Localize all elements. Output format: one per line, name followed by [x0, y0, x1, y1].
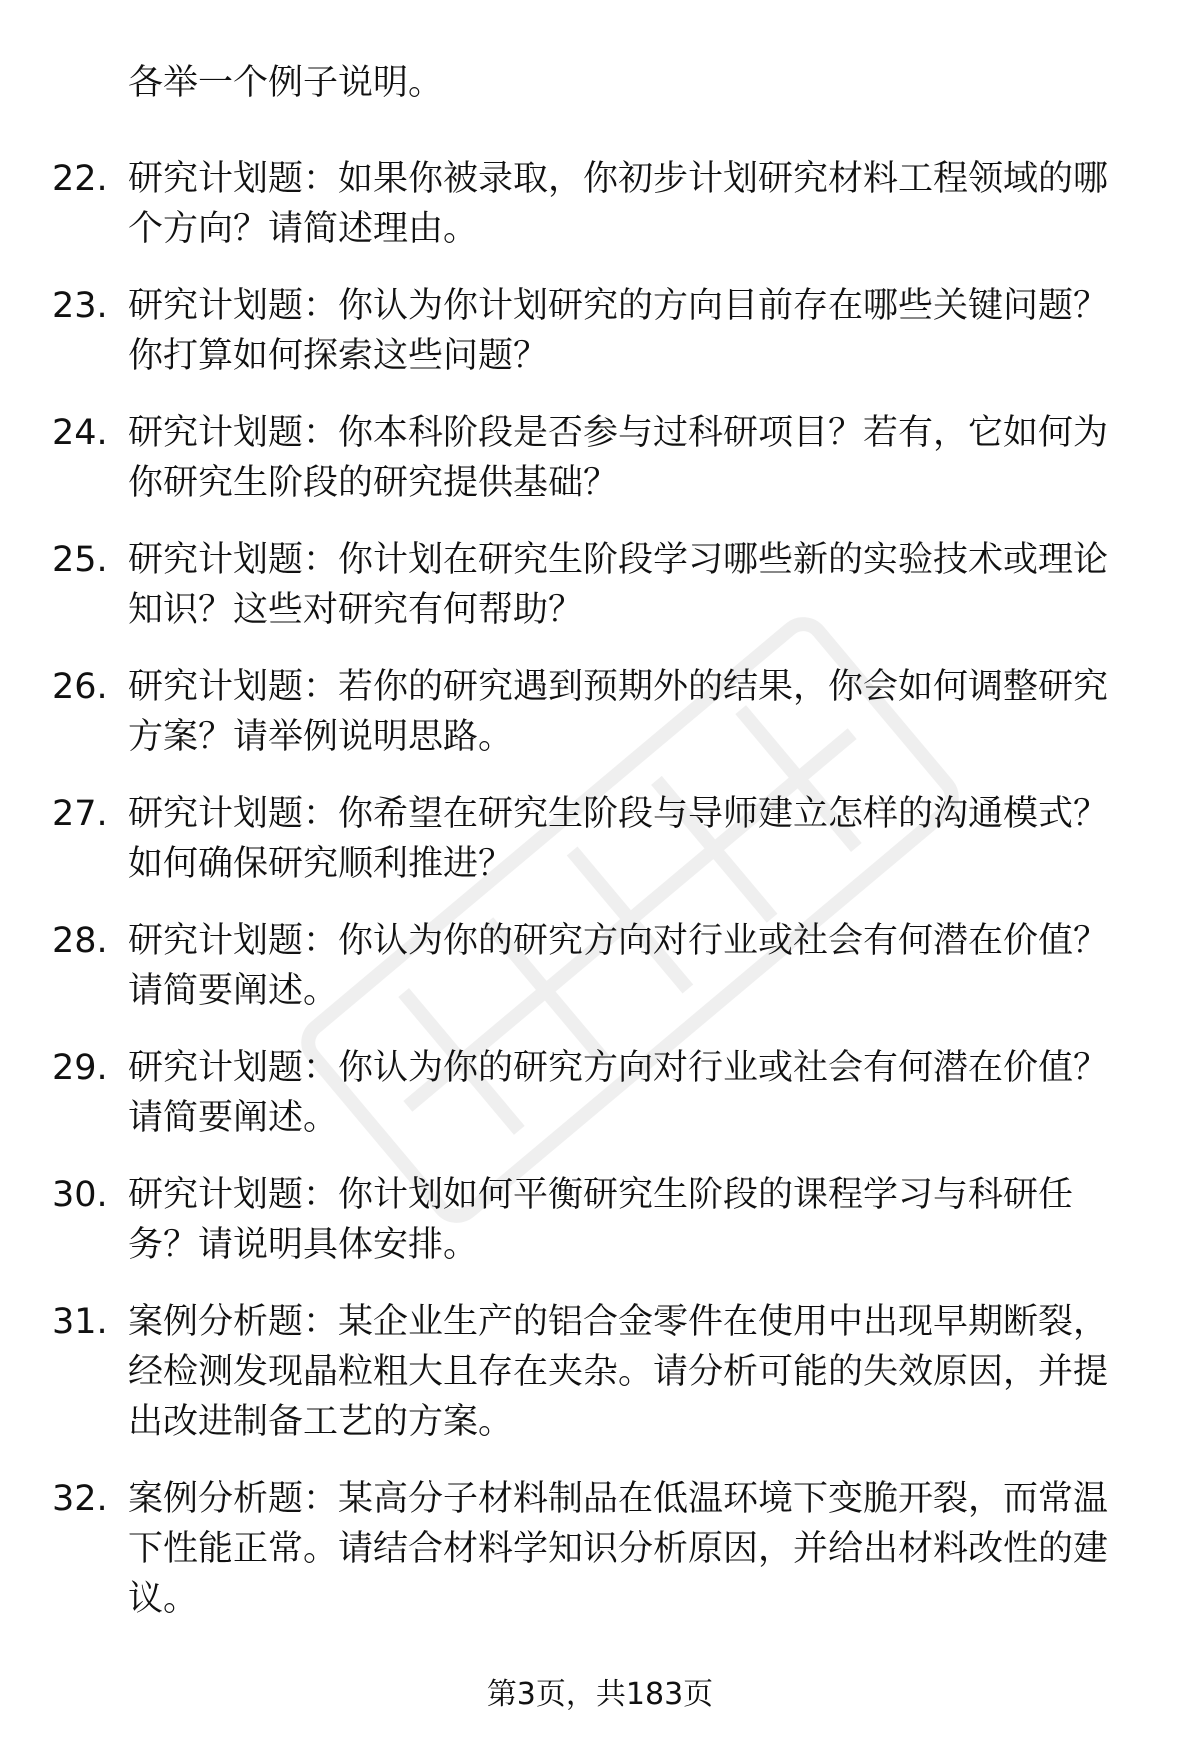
question-text-line: 研究计划题：你计划在研究生阶段学习哪些新的实验技术或理论	[128, 540, 1109, 580]
question-item	[0, 154, 1200, 254]
question-number: 30.	[52, 1175, 108, 1215]
question-text-line: 案例分析题：某高分子材料制品在低温环境下变脆开裂，而常温	[128, 1479, 1109, 1519]
question-number: 29.	[52, 1048, 108, 1088]
question-text-line: 如何确保研究顺利推进？	[128, 844, 514, 884]
question-list	[0, 154, 1200, 1624]
question-text-line: 研究计划题：你认为你的研究方向对行业或社会有何潜在价值？	[128, 921, 1109, 961]
question-text-line: 个方向？请简述理由。	[128, 209, 479, 249]
question-item	[0, 1474, 1200, 1624]
question-text-line: 你打算如何探索这些问题？	[128, 336, 549, 376]
question-number: 25.	[52, 540, 108, 580]
question-item	[0, 281, 1200, 381]
question-item	[0, 1043, 1200, 1143]
document-body	[0, 58, 1200, 1651]
question-item	[0, 916, 1200, 1016]
question-text-line: 经检测发现晶粒粗大且存在夹杂。请分析可能的失效原因，并提	[128, 1352, 1109, 1392]
question-text-line: 研究计划题：你计划如何平衡研究生阶段的课程学习与科研任	[128, 1175, 1074, 1215]
question-text-line: 研究计划题：若你的研究遇到预期外的结果，你会如何调整研究	[128, 667, 1109, 707]
question-text-line: 研究计划题：你认为你的研究方向对行业或社会有何潜在价值？	[128, 1048, 1109, 1088]
question-text-line: 议。	[128, 1579, 199, 1619]
question-item	[0, 1297, 1200, 1447]
question-item	[0, 1170, 1200, 1270]
question-item	[0, 535, 1200, 635]
question-text-line: 研究计划题：你认为你计划研究的方向目前存在哪些关键问题？	[128, 286, 1109, 326]
question-text-line: 知识？这些对研究有何帮助？	[128, 590, 584, 630]
question-text-line: 研究计划题：如果你被录取，你初步计划研究材料工程领域的哪	[128, 159, 1109, 199]
question-text-line: 案例分析题：某企业生产的铝合金零件在使用中出现早期断裂，	[128, 1302, 1109, 1342]
question-item	[0, 408, 1200, 508]
question-text-line: 务？请说明具体安排。	[128, 1225, 479, 1265]
question-item	[0, 662, 1200, 762]
question-text-line: 下性能正常。请结合材料学知识分析原因，并给出材料改性的建	[128, 1529, 1109, 1569]
question-number: 24.	[52, 413, 108, 453]
question-text-line: 研究计划题：你本科阶段是否参与过科研项目？若有，它如何为	[128, 413, 1109, 453]
question-number: 31.	[52, 1302, 108, 1342]
page-footer: 第3页，共183页	[486, 1677, 714, 1712]
question-text-line: 请简要阐述。	[128, 1098, 339, 1138]
question-number: 22.	[52, 159, 108, 199]
question-text-line: 请简要阐述。	[128, 971, 339, 1011]
question-text-line: 方案？请举例说明思路。	[128, 717, 514, 757]
question-text-line: 出改进制备工艺的方案。	[128, 1402, 514, 1442]
question-number: 26.	[52, 667, 108, 707]
question-number: 32.	[52, 1479, 108, 1519]
question-text-line: 研究计划题：你希望在研究生阶段与导师建立怎样的沟通模式？	[128, 794, 1109, 834]
continued-text: 各举一个例子说明。	[128, 63, 444, 103]
question-number: 27.	[52, 794, 108, 834]
question-item	[0, 789, 1200, 889]
question-number: 23.	[52, 286, 108, 326]
question-number: 28.	[52, 921, 108, 961]
question-text-line: 你研究生阶段的研究提供基础？	[128, 463, 619, 503]
